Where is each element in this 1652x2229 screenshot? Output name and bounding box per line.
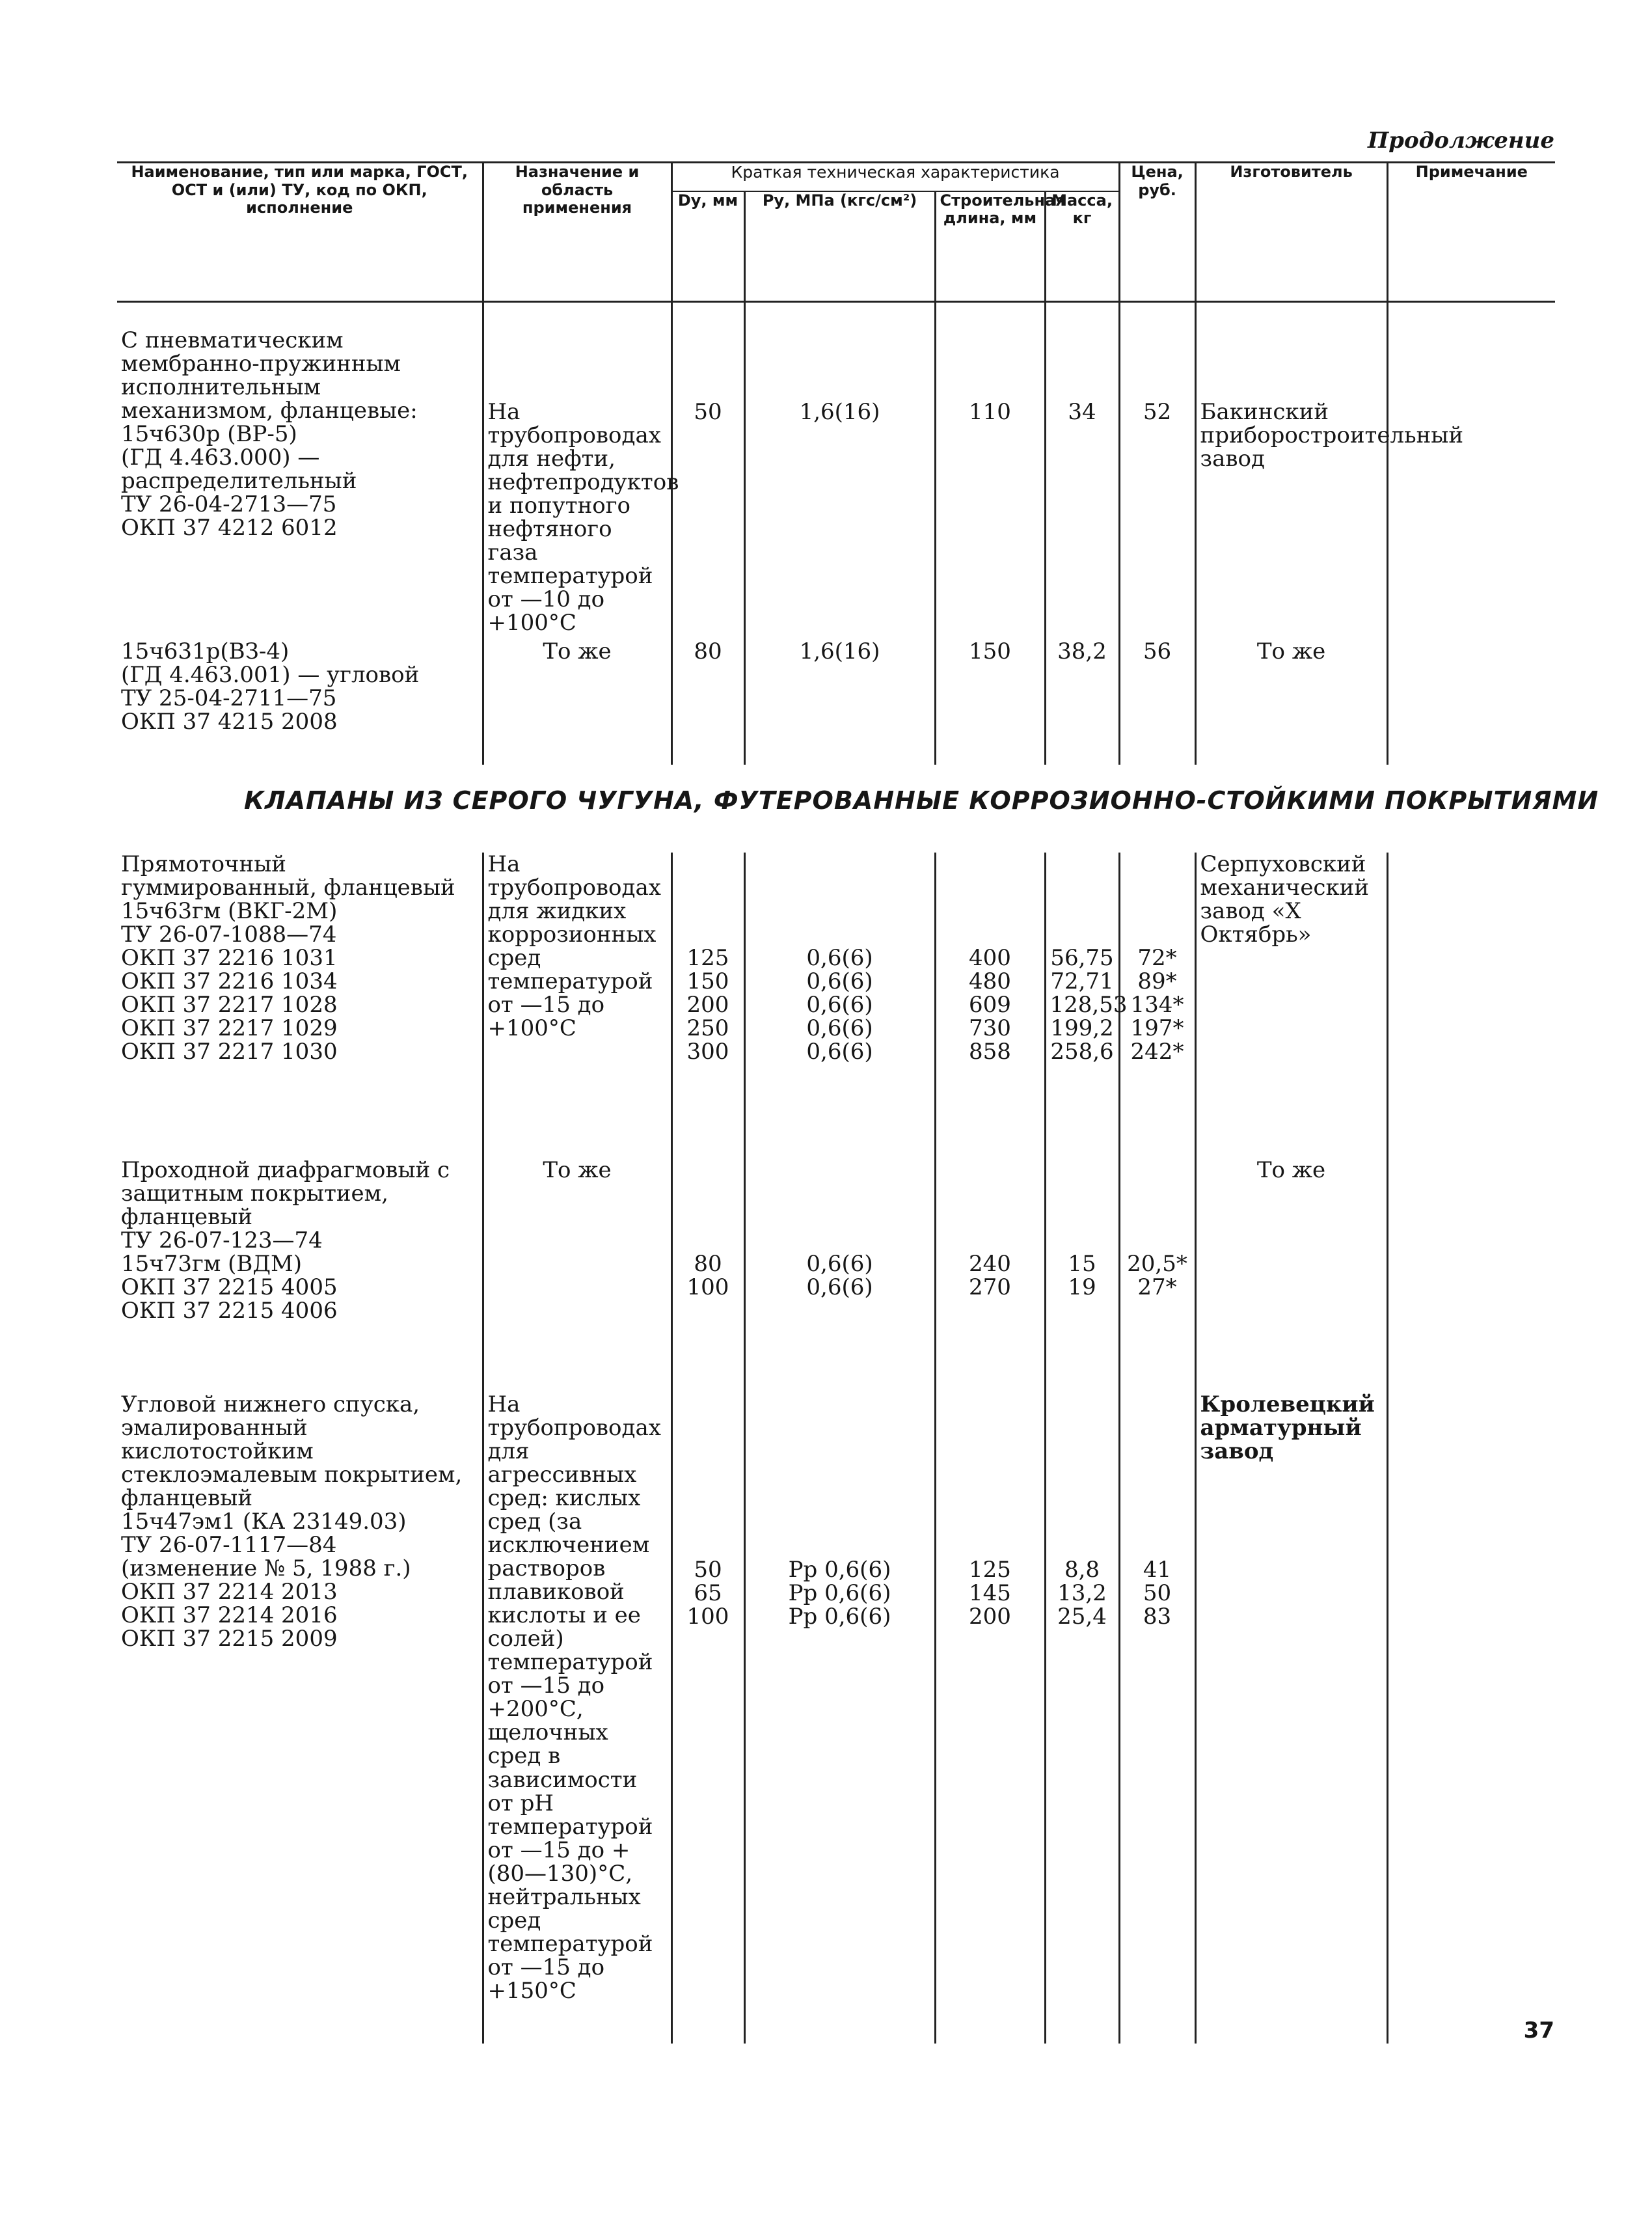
table-row [117, 635, 1555, 765]
row-dy: 80 100 [671, 1158, 744, 1393]
header-mass: Масса, кг [1045, 191, 1119, 302]
row-mass: 34 [1045, 302, 1119, 635]
row-maker: Серпуховский механический завод «Х Октябрь» [1195, 853, 1387, 1158]
table-1 [117, 161, 1555, 765]
row-purpose: То же [483, 635, 671, 765]
row-mass: 56,75 72,71 128,53 199,2 258,6 [1045, 853, 1119, 1158]
row-note [1387, 302, 1555, 635]
page-number: 37 [1523, 2017, 1554, 2044]
row-length: 150 [935, 635, 1045, 765]
row-mass: 15 19 [1045, 1158, 1119, 1393]
table-header-top-row [117, 163, 1555, 191]
header-py: Pу, МПа (кгс/см²) [744, 191, 935, 302]
row-maker: Кролевецкий арматурный завод [1195, 1393, 1387, 2044]
header-length: Строительная длина, мм [935, 191, 1045, 302]
header-name: Наименование, тип или марка, ГОСТ, ОСТ и (или) ТУ, код по ОКП, исполнение [117, 163, 483, 302]
row-price: 56 [1119, 635, 1195, 765]
header-purpose: Назначение и область применения [483, 163, 671, 302]
section-title: КЛАПАНЫ ИЗ СЕРОГО ЧУГУНА, ФУТЕРОВАННЫЕ КОРРОЗИОННО-СТОЙКИМИ ПОКРЫТИЯМИ [244, 786, 1599, 815]
row-dy: 50 [671, 302, 744, 635]
row-length: 400 480 609 730 858 [935, 853, 1045, 1158]
header-maker: Изготовитель [1195, 163, 1387, 302]
row-name: 15ч631р(ВЗ-4) (ГД 4.463.001) — угловой ТУ 25-04-2711—75 ОКП 37 4215 2008 [121, 638, 420, 735]
row-name: С пневматическим мембранно-пружинным исполнительным механизмом, фланцевые: 15ч630р (ВР-5) (ГД 4.463.000) — распределительный ТУ 26-04-2713—75 ОКП 37 4212 6012 [121, 327, 418, 541]
row-py: 0,6(6) 0,6(6) 0,6(6) 0,6(6) 0,6(6) [744, 853, 935, 1158]
row-price: 20,5* 27* [1119, 1158, 1195, 1393]
row-purpose: На трубопроводах для нефти, нефтепродуктов и попутного нефтяного газа температурой от —10 до +100°С [483, 302, 671, 635]
row-name: Проходной диафрагмовый с защитным покрытием, фланцевый ТУ 26-07-123—74 15ч73гм (ВДМ) ОКП 37 2215 4005 ОКП 37 2215 4006 [121, 1157, 450, 1324]
table-row [117, 302, 1555, 635]
row-note [1387, 853, 1555, 1158]
row-purpose: То же [483, 1158, 671, 1393]
row-dy: 125 150 200 250 300 [671, 853, 744, 1158]
row-maker: То же [1195, 1158, 1387, 1393]
row-note [1387, 635, 1555, 765]
row-name: Прямоточный гуммированный, фланцевый 15ч63гм (ВКГ-2М) ТУ 26-07-1088—74 ОКП 37 2216 1031 ОКП 37 2216 1034 ОКП 37 2217 1028 ОКП 37 2217 1029 ОКП 37 2217 1030 [121, 851, 455, 1065]
row-py: 1,6(16) [744, 302, 935, 635]
row-py: 1,6(16) [744, 635, 935, 765]
row-price: 52 [1119, 302, 1195, 635]
header-tech-group: Краткая техническая характеристика [671, 163, 1119, 191]
row-purpose: На трубопроводах для жидких коррозионных сред температурой от —15 до +100°С [483, 853, 671, 1158]
continuation-label: Продолжение [1368, 128, 1554, 154]
row-py: 0,6(6) 0,6(6) [744, 1158, 935, 1393]
table-row [117, 1158, 1555, 1393]
row-price: 41 50 83 [1119, 1393, 1195, 2044]
row-dy: 50 65 100 [671, 1393, 744, 2044]
header-note: Примечание [1387, 163, 1555, 302]
row-price: 72* 89* 134* 197* 242* [1119, 853, 1195, 1158]
row-maker: Бакинский приборостроительный завод [1195, 302, 1387, 635]
row-maker: То же [1195, 635, 1387, 765]
row-length: 125 145 200 [935, 1393, 1045, 2044]
row-mass: 38,2 [1045, 635, 1119, 765]
row-note [1387, 1158, 1555, 1393]
row-length: 240 270 [935, 1158, 1045, 1393]
row-name: Угловой нижнего спуска, эмалированный кислотостойким стеклоэмалевым покрытием, фланцевый 15ч47эм1 (КА 23149.03) ТУ 26-07-1117—84 (изменение № 5, 1988 г.) ОКП 37 2214 2013 ОКП 37 2214 2016 ОКП 37 2215 2009 [121, 1391, 463, 1652]
row-length: 110 [935, 302, 1045, 635]
row-py: Pр 0,6(6) Pр 0,6(6) Pр 0,6(6) [744, 1393, 935, 2044]
table-row [117, 1393, 1555, 2044]
table-2 [117, 853, 1555, 2044]
row-note [1387, 1393, 1555, 2044]
row-dy: 80 [671, 635, 744, 765]
header-dy: Dу, мм [671, 191, 744, 302]
row-purpose: На трубопроводах для агрессивных сред: кислых сред (за исключением растворов плавиковой кислоты и ее солей) температурой от —15 до +200°С, щелочных сред в зависимости от рН температурой от —15 до +(80—130)°С, нейтральных сред температурой от —15 до +150°С [483, 1393, 671, 2044]
row-mass: 8,8 13,2 25,4 [1045, 1393, 1119, 2044]
header-price: Цена, руб. [1119, 163, 1195, 302]
table-row [117, 853, 1555, 1158]
